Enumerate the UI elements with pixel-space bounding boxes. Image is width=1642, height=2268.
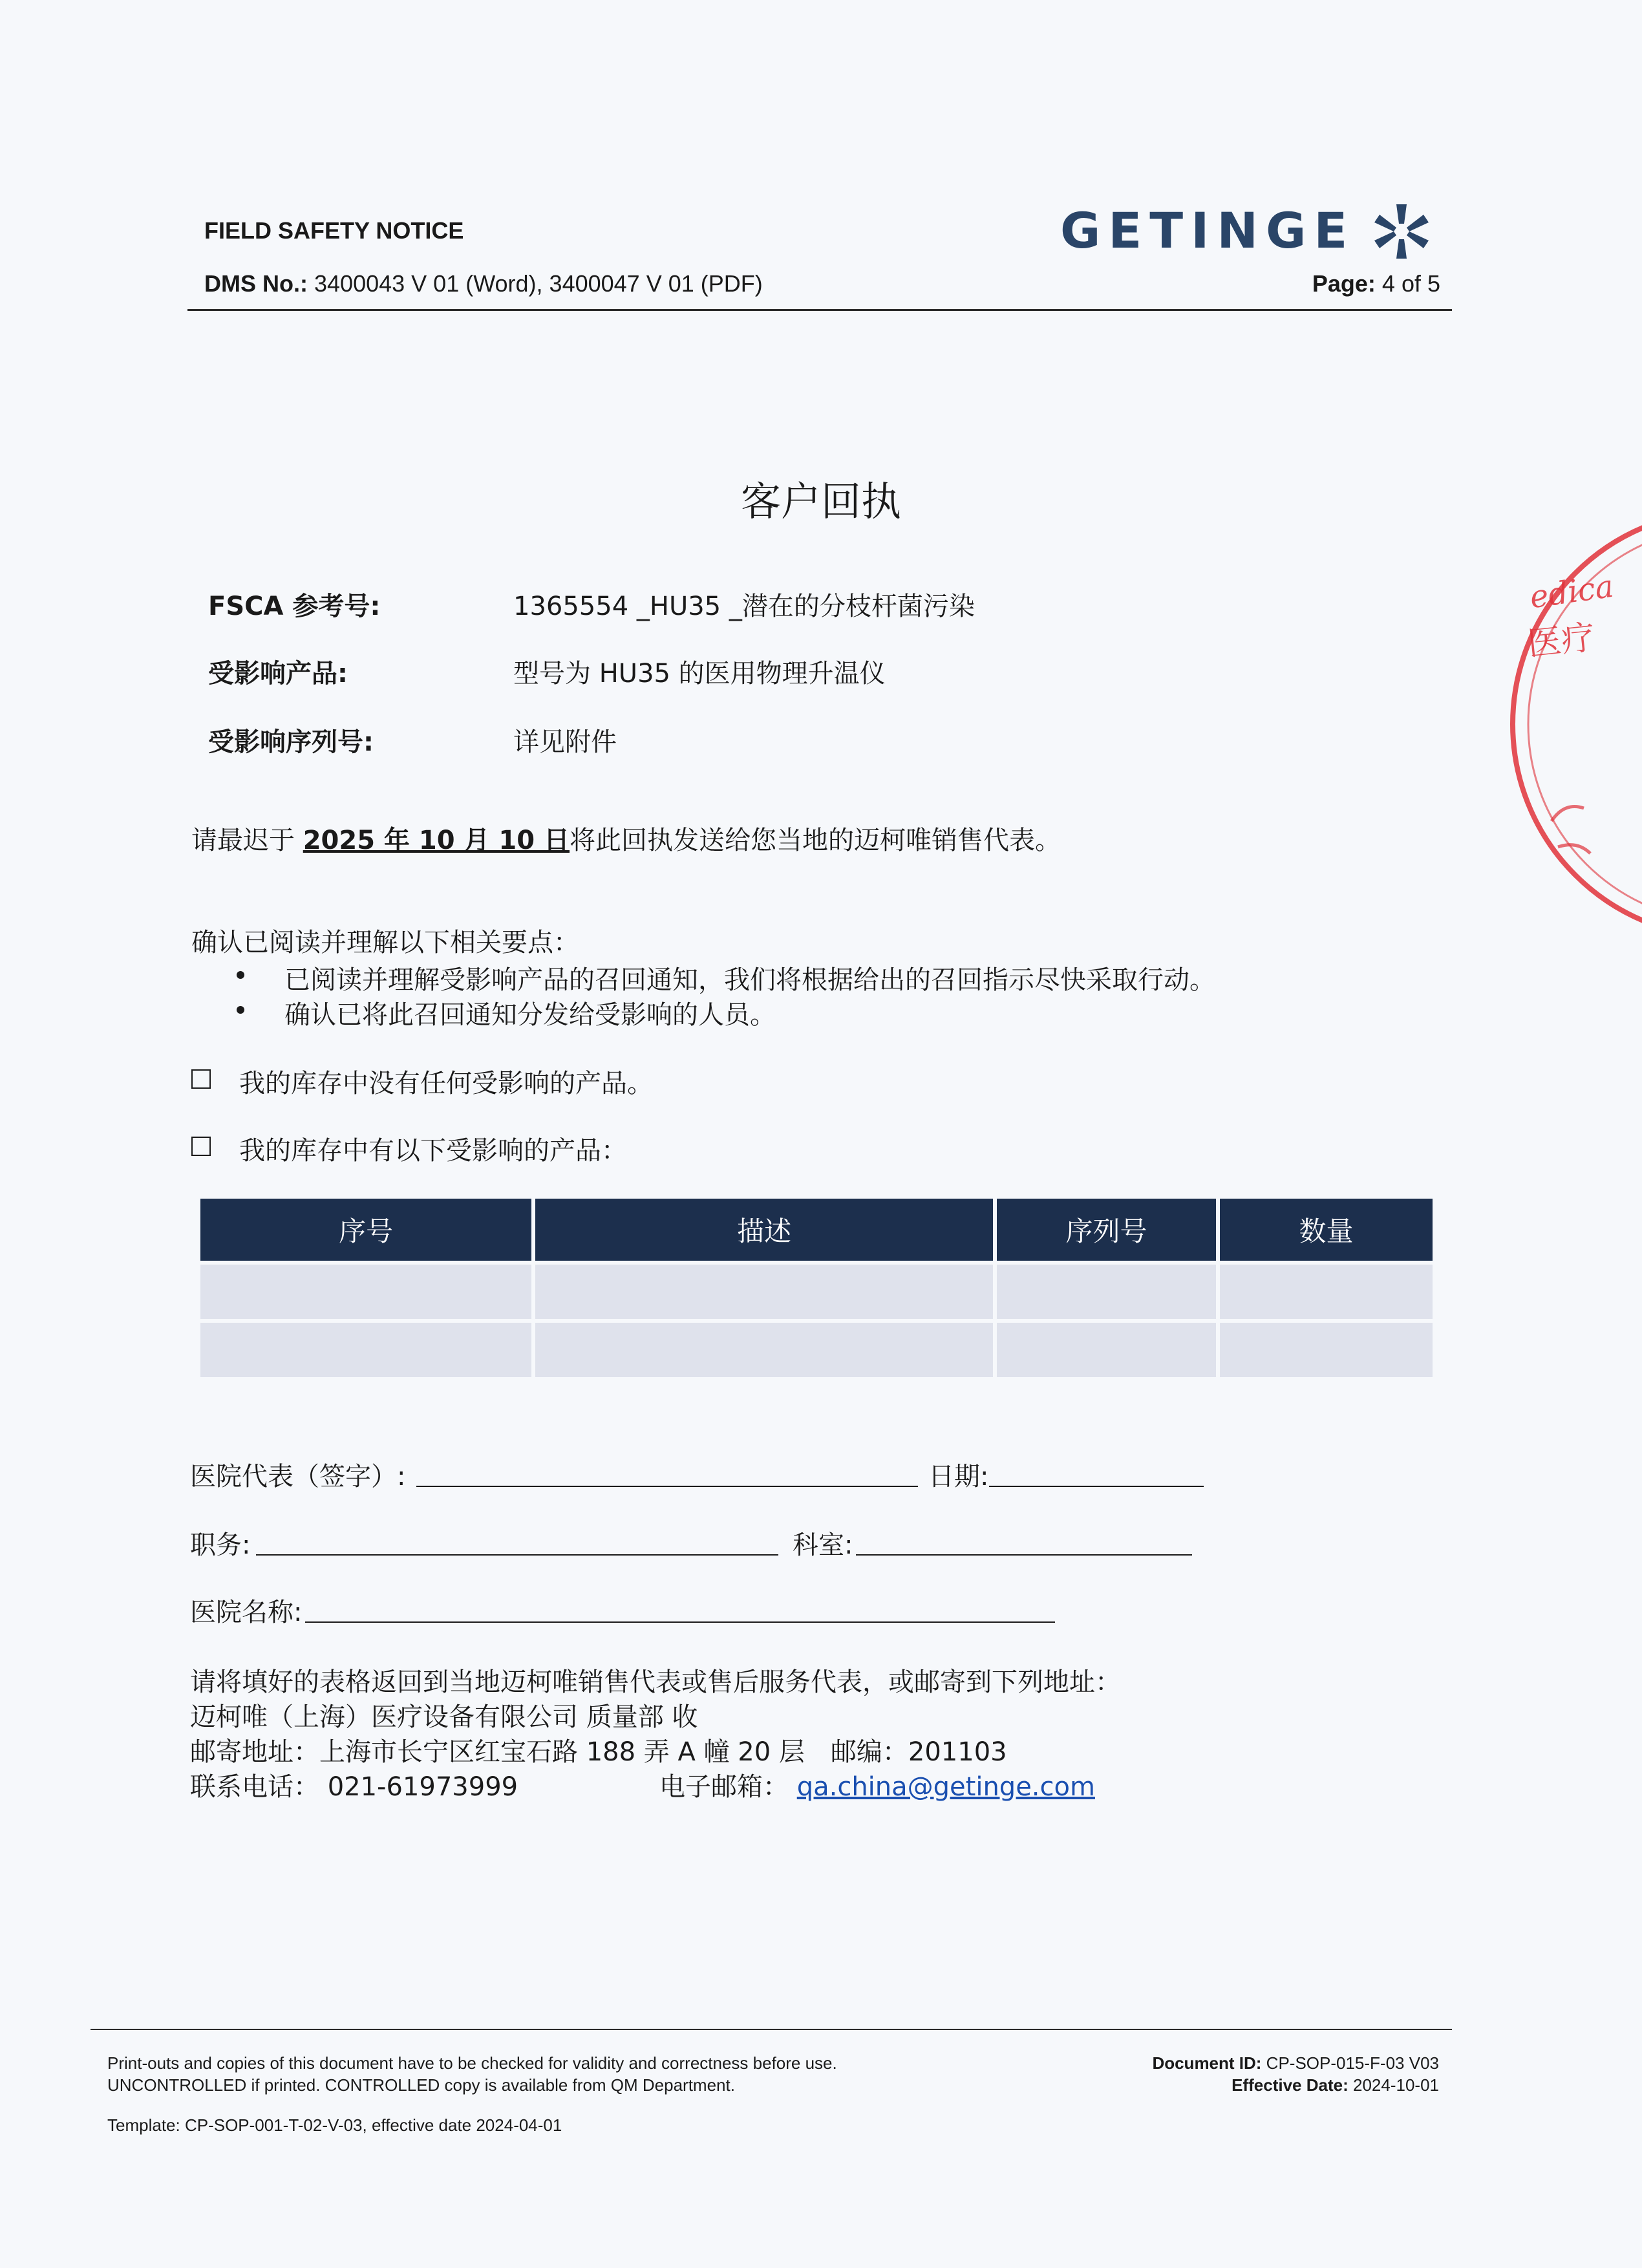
affected-serial-value: 详见附件 bbox=[513, 727, 617, 757]
table-cell[interactable] bbox=[535, 1323, 993, 1377]
page-label: Page: bbox=[1312, 270, 1376, 297]
footer-line-1: Print-outs and copies of this document have to be checked for validity and correctness before use. bbox=[107, 2053, 837, 2073]
table-cell[interactable] bbox=[200, 1265, 531, 1319]
contact-phone: 联系电话： 021-61973999 bbox=[190, 1772, 518, 1802]
effective-date-label: Effective Date: bbox=[1232, 2075, 1349, 2095]
table-cell[interactable] bbox=[1220, 1265, 1433, 1319]
confirm-heading: 确认已阅读并理解以下相关要点： bbox=[191, 928, 579, 957]
company-name: 迈柯唯（上海）医疗设备有限公司 质量部 收 bbox=[190, 1702, 698, 1732]
deadline-date: 2025 年 10 月 10 日 bbox=[303, 826, 570, 855]
logo-wordmark: GETINGE bbox=[1060, 202, 1356, 259]
affected-serial-label: 受影响序列号: bbox=[208, 727, 374, 757]
dms-value: 3400043 V 01 (Word), 3400047 V 01 (PDF) bbox=[314, 270, 763, 297]
table-cell[interactable] bbox=[997, 1323, 1216, 1377]
document-id bbox=[1152, 2052, 1439, 2074]
affected-product-label: 受影响产品: bbox=[208, 659, 348, 689]
affected-product-value: 型号为 HU35 的医用物理升温仪 bbox=[513, 659, 886, 689]
deadline-prefix: 请最迟于 bbox=[191, 826, 303, 855]
table-header-row bbox=[200, 1199, 1433, 1261]
col-header-quantity: 数量 bbox=[1220, 1199, 1433, 1261]
confirm-bullet-text: 确认已将此召回通知分发给受影响的人员。 bbox=[284, 1000, 776, 1030]
table-cell[interactable] bbox=[997, 1265, 1216, 1319]
email-link[interactable]: qa.china@getinge.com bbox=[796, 1772, 1095, 1802]
hospital-rep-label: 医院代表（签字）: bbox=[190, 1462, 406, 1492]
svg-text:医疗: 医疗 bbox=[1526, 618, 1597, 664]
no-stock-checkbox[interactable] bbox=[191, 1069, 211, 1089]
stamp-seal-icon bbox=[1513, 550, 1616, 899]
svg-text:edica: edica bbox=[1528, 568, 1616, 616]
table-cell[interactable] bbox=[200, 1323, 531, 1377]
no-stock-label: 我的库存中没有任何受影响的产品。 bbox=[239, 1069, 653, 1098]
hospital-name-line[interactable] bbox=[305, 1621, 1055, 1623]
footer-disclaimer bbox=[107, 2052, 837, 2096]
footer-doc-info bbox=[1152, 2052, 1439, 2096]
table-cell[interactable] bbox=[1220, 1323, 1433, 1377]
footer-divider bbox=[91, 2029, 1452, 2030]
affected-products-table bbox=[200, 1199, 1440, 1377]
effective-date-value: 2024-10-01 bbox=[1353, 2075, 1439, 2095]
page-indicator bbox=[1312, 270, 1440, 297]
return-instruction: 请将填好的表格返回到当地迈柯唯销售代表或售后服务代表，或邮寄到下列地址： bbox=[190, 1667, 1121, 1697]
effective-date bbox=[1152, 2074, 1439, 2096]
col-header-serial: 序列号 bbox=[997, 1199, 1216, 1261]
confirm-bullet-text: 已阅读并理解受影响产品的召回通知，我们将根据给出的召回指示尽快采取行动。 bbox=[284, 965, 1215, 995]
page-title: 客户回执 bbox=[740, 478, 901, 525]
email-label: 电子邮箱： bbox=[659, 1772, 789, 1802]
deadline-suffix: 将此回执发送给您当地的迈柯唯销售代表。 bbox=[570, 826, 1061, 855]
hospital-rep-signature-line[interactable] bbox=[416, 1486, 918, 1487]
fsca-ref-value: 1365554 _HU35 _潜在的分枝杆菌污染 bbox=[513, 592, 975, 621]
hospital-name-label: 医院名称: bbox=[190, 1598, 303, 1627]
date-label: 日期: bbox=[928, 1462, 989, 1492]
date-line[interactable] bbox=[989, 1486, 1204, 1487]
notice-title: FIELD SAFETY NOTICE bbox=[204, 217, 464, 244]
deadline-text bbox=[191, 820, 1061, 857]
col-header-description: 描述 bbox=[535, 1199, 993, 1261]
getinge-logo bbox=[1060, 199, 1435, 264]
company-stamp bbox=[1513, 550, 1616, 899]
bullet-icon bbox=[237, 971, 244, 979]
department-line[interactable] bbox=[856, 1554, 1192, 1556]
position-label: 职务: bbox=[190, 1530, 251, 1560]
bullet-icon bbox=[237, 1006, 244, 1014]
document-id-label: Document ID: bbox=[1152, 2053, 1262, 2073]
mailing-address: 邮寄地址：上海市长宁区红宝石路 188 弄 A 幢 20 层 邮编：201103 bbox=[190, 1737, 1007, 1767]
document-id-value: CP-SOP-015-F-03 V03 bbox=[1266, 2053, 1439, 2073]
table-row bbox=[200, 1323, 1433, 1377]
table-row bbox=[200, 1265, 1433, 1319]
has-stock-checkbox[interactable] bbox=[191, 1137, 211, 1156]
email-row bbox=[659, 1766, 1095, 1803]
page-value: 4 of 5 bbox=[1381, 270, 1440, 297]
header-divider bbox=[187, 309, 1452, 311]
footer-template: Template: CP-SOP-001-T-02-V-03, effective date 2024-04-01 bbox=[107, 2115, 562, 2135]
footer-line-2: UNCONTROLLED if printed. CONTROLLED copy is available from QM Department. bbox=[107, 2075, 735, 2095]
position-line[interactable] bbox=[256, 1554, 778, 1556]
fsca-ref-label: FSCA 参考号: bbox=[208, 592, 381, 621]
department-label: 科室: bbox=[793, 1530, 853, 1560]
dms-label: DMS No.: bbox=[204, 270, 308, 297]
dms-number bbox=[204, 270, 763, 297]
col-header-index: 序号 bbox=[200, 1199, 531, 1261]
table-cell[interactable] bbox=[535, 1265, 993, 1319]
getinge-star-icon bbox=[1370, 200, 1433, 262]
has-stock-label: 我的库存中有以下受影响的产品： bbox=[239, 1136, 627, 1166]
